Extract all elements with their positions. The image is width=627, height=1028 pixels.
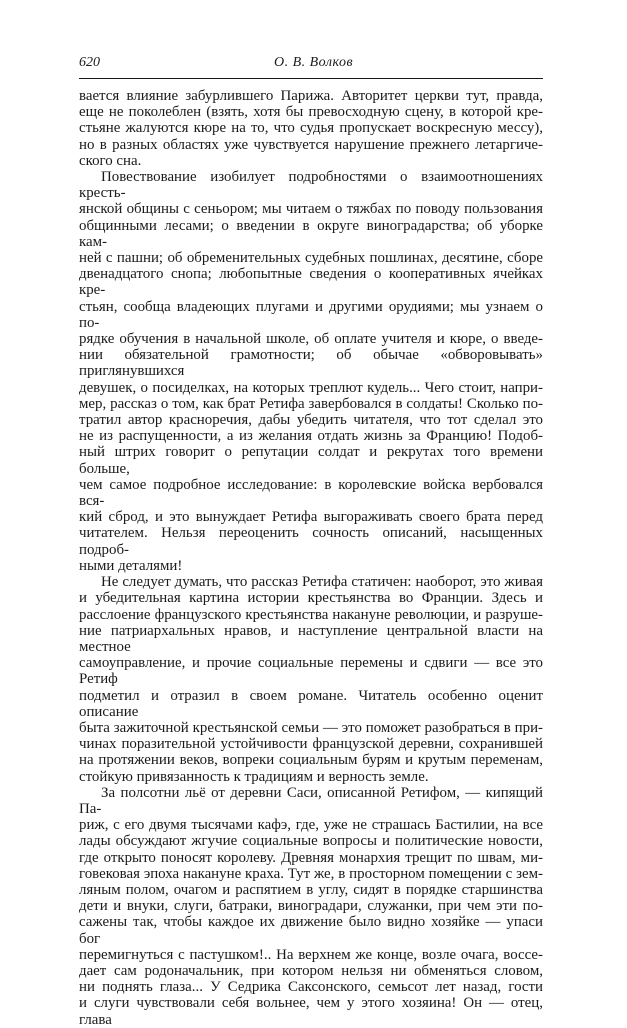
text-line: Не следует думать, что рассказ Ретифа статичен: наоборот, это живая bbox=[101, 574, 543, 591]
text-line: быта зажиточной крестьянской семьи — это поможет разобраться в при- bbox=[79, 719, 543, 736]
page-number: 620 bbox=[79, 55, 100, 70]
text-line: тратил автор красноречия, дабы убедить читателя, что тот сделал это bbox=[79, 412, 543, 429]
text-line: чем самое подробное исследование: в королевские войска вербовался вся- bbox=[79, 476, 543, 510]
text-line: самоуправление, и прочие социальные перемены и сдвиги — все это Ретиф bbox=[79, 655, 543, 688]
text-line: сажены так, чтобы каждое их движение было видно хозяйке — упаси бог bbox=[79, 914, 543, 947]
text-line: ского сна. bbox=[79, 152, 142, 169]
text-line: ный штрих говорит о репутации солдат и рекрутах того времени больше, bbox=[79, 444, 543, 477]
text-line: стьян, сообща владеющих плугами и другими орудиями; мы узнаем о по- bbox=[79, 298, 543, 331]
text-line: ней с пашни; об обременительных судебных пошлинах, десятине, сборе bbox=[79, 250, 543, 267]
text-line: ни поднять глаза... У Седрика Саксонского, семьсот лет назад, гости bbox=[79, 979, 543, 996]
text-line: не из распущенности, а из желания отдать жизнь за Францию! Подоб- bbox=[79, 428, 543, 445]
text-line: где открыто поносят королеву. Древняя монархия трещит по швам, ми- bbox=[79, 849, 543, 866]
text-line: подметил и отразил в своем романе. Читатель особенно оценит описание bbox=[79, 687, 543, 720]
text-line: еще не поколеблен (взять, хотя бы превосходную сцену, в которой кре- bbox=[79, 104, 543, 121]
text-line: перемигнуться с пастушком!.. На верхнем же конце, возле очага, воссе- bbox=[79, 946, 543, 963]
running-head: О. В. Волков bbox=[273, 55, 354, 70]
text-line: двенадцатого снопа; любопытные сведения о кооперативных ячейках кре- bbox=[79, 266, 543, 299]
text-line: лады обсуждают жгучие социальные вопросы и политические новости, bbox=[79, 833, 543, 850]
text-line: нии обязательной грамотности; об обычае «обворовывать» приглянувшихся bbox=[79, 347, 543, 380]
text-line: кий сброд, и это вынуждает Ретифа выгораживать своего брата перед bbox=[79, 509, 543, 526]
paragraph bbox=[79, 785, 543, 1028]
text-line: За полсотни льё от деревни Саси, описанной Ретифом, — кипящий Па- bbox=[79, 784, 543, 817]
text-line: стойкую привязанность к традициям и верность земле. bbox=[79, 768, 429, 785]
text-line: девушек, о посиделках, на которых треплют кудель... Чего стоит, напри- bbox=[79, 379, 543, 396]
paragraph bbox=[79, 169, 543, 574]
text-line: мер, рассказ о том, как брат Ретифа завербовался в солдаты! Сколько по- bbox=[79, 395, 543, 412]
text-line: чинах поразительной устойчивости французской деревни, сохранившей bbox=[79, 736, 543, 753]
header-rule bbox=[79, 78, 543, 79]
text-line: расслоение французского крестьянства накануне революции, и разруше- bbox=[79, 606, 543, 623]
text-line: риж, с его двумя тысячами кафэ, где, уже не страшась Бастилии, на все bbox=[79, 817, 543, 834]
text-line: Повествование изобилует подробностями о взаимоотношениях кресть- bbox=[79, 169, 543, 202]
text-line: дети и внуки, слуги, батраки, виноградари, служанки, при чем эти по- bbox=[79, 898, 543, 915]
text-line: на протяжении веков, вопреки социальным бурям и крутым переменам, bbox=[79, 752, 543, 769]
text-line: ными деталями! bbox=[79, 557, 183, 574]
text-line: ляным полом, очагом и распятием в углу, сидят в порядке старшинства bbox=[79, 881, 543, 898]
text-line: но в разных областях уже чувствуется нарушение прежнего летаргиче- bbox=[79, 136, 543, 153]
text-line: и слуги чувствовали себя вольнее, чем у этого хозяина! Он — отец, глава bbox=[79, 995, 543, 1028]
paragraph bbox=[79, 574, 543, 785]
text-line: и убедительная картина истории крестьянства во Франции. Здесь и bbox=[79, 590, 543, 607]
text-line: общинными лесами; о введении в округе виноградарства; об уборке кам- bbox=[79, 217, 543, 250]
text-line: читателем. Нельзя переоценить сочность описаний, насыщенных подроб- bbox=[79, 525, 543, 558]
text-line: янской общины с сеньором; мы читаем о тяжбах по поводу пользования bbox=[79, 201, 543, 218]
body-text bbox=[79, 88, 543, 1028]
text-line: стьяне жалуются кюре на то, что судья пропускает воскресную мессу), bbox=[79, 120, 543, 137]
paragraph bbox=[79, 88, 543, 169]
text-line: говековая эпоха накануне краха. Тут же, в просторном помещении с зем- bbox=[79, 865, 543, 882]
text-line: дает сам родоначальник, при котором нельзя ни обменяться словом, bbox=[79, 962, 543, 979]
text-line: вается влияние забурлившего Парижа. Авторитет церкви тут, правда, bbox=[79, 88, 543, 104]
text-line: ние патриархальных нравов, и наступление центральной власти на местное bbox=[79, 622, 543, 655]
text-line: рядке обучения в начальной школе, об оплате учителя и кюре, о введе- bbox=[79, 331, 543, 348]
